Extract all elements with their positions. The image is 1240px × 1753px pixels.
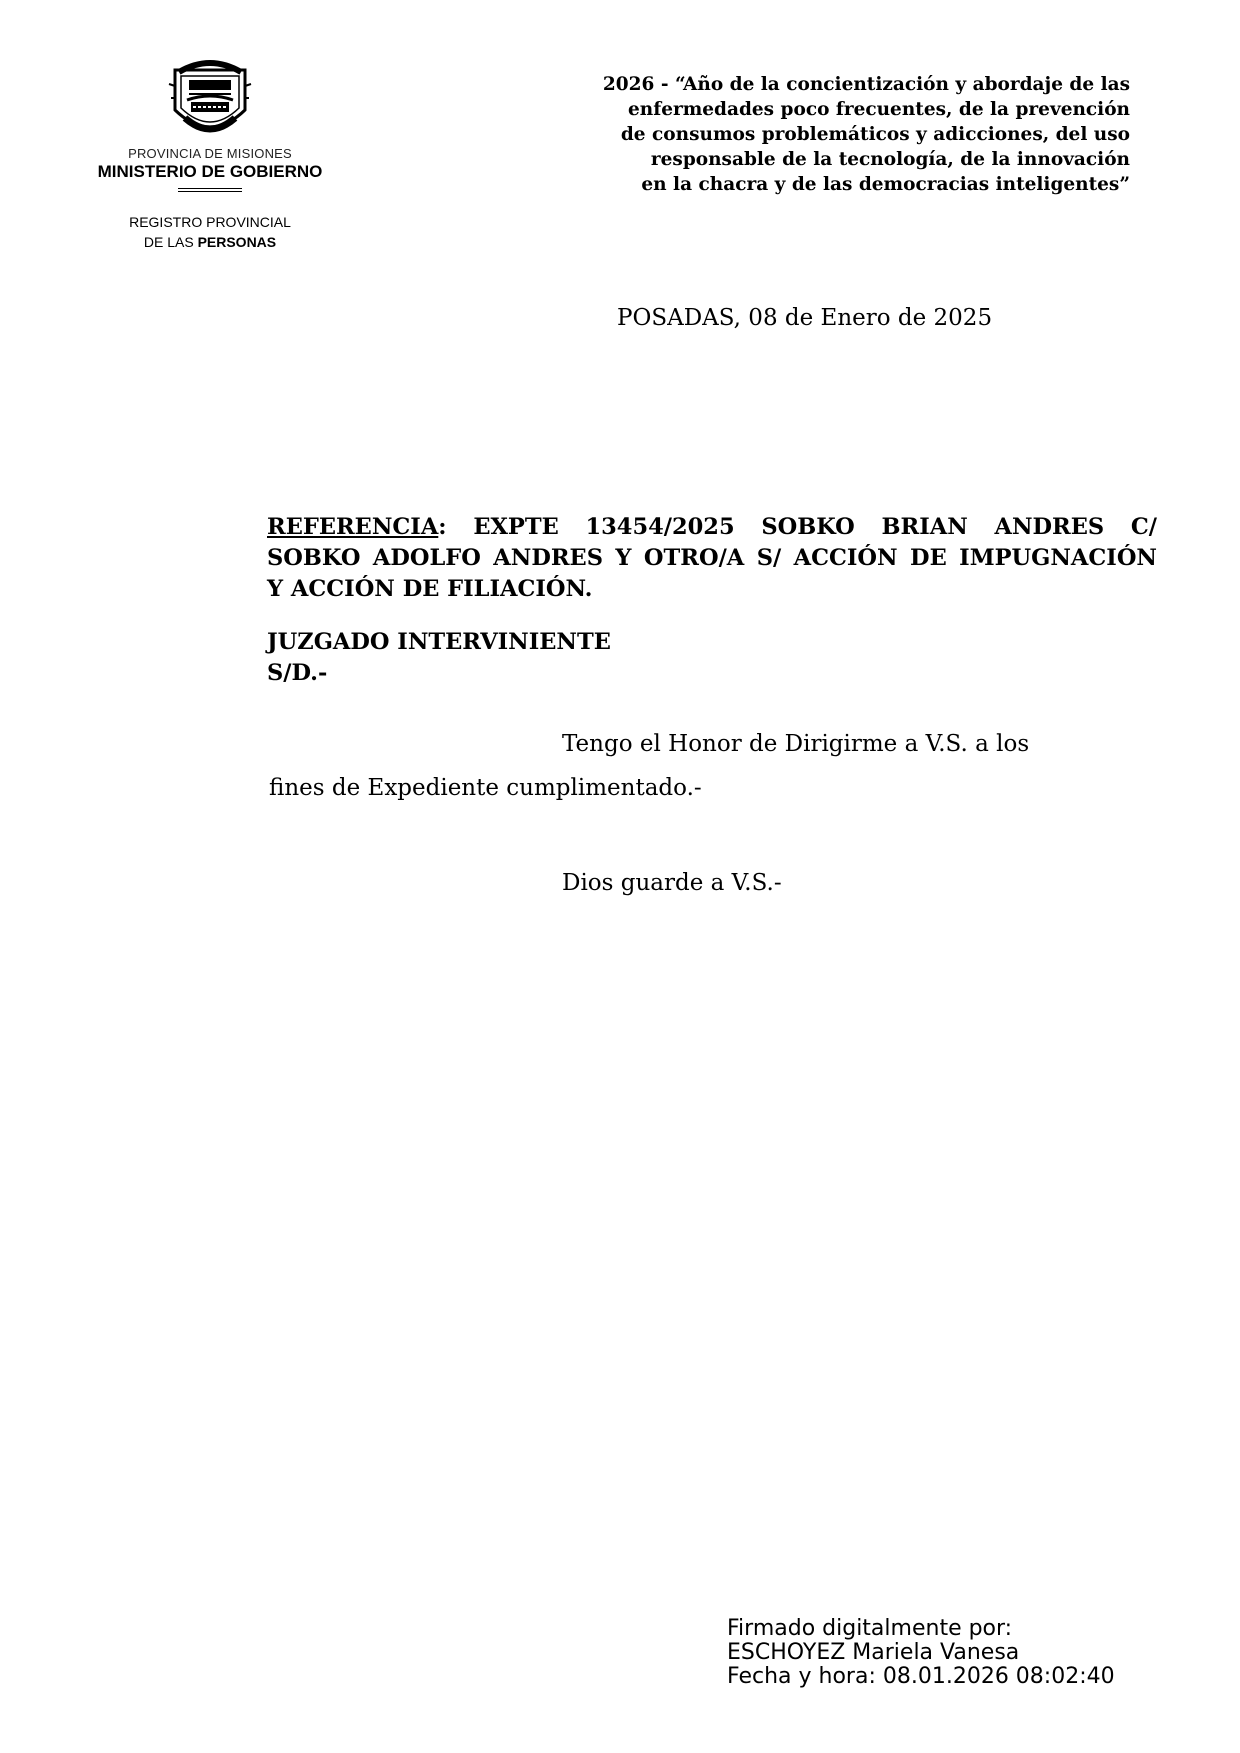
registry-name (80, 212, 340, 252)
motto-line: 2026 - “Año de la concientización y abordaje de las (602, 74, 1130, 95)
place-and-date: POSADAS, 08 de Enero de 2025 (617, 305, 993, 331)
reference-text-1: : EXPTE 13454/2025 SOBKO BRIAN ANDRES C/ (438, 514, 1157, 540)
reference-line-1 (267, 512, 1157, 543)
closing-line: Dios guarde a V.S.- (562, 870, 782, 896)
signature-line-3: Fecha y hora: 08.01.2026 08:02:40 (727, 1664, 1115, 1689)
body-line-2: fines de Expediente cumplimentado.- (269, 775, 702, 801)
motto-line: de consumos problemáticos y adicciones, del uso (620, 124, 1130, 145)
registry-line-2 (80, 232, 340, 252)
reference-line-2: SOBKO ADOLFO ANDRES Y OTRO/A S/ ACCIÓN DE IMPUGNACIÓN (267, 545, 1157, 571)
letterhead-logo-block (80, 58, 340, 252)
reference-block (267, 512, 1157, 605)
motto-line: en la chacra y de las democracias inteligentes” (641, 174, 1130, 195)
digital-signature-stamp (727, 1617, 1115, 1689)
provincial-seal-icon (165, 58, 255, 142)
registry-line-1: REGISTRO PROVINCIAL (129, 214, 291, 230)
province-name: PROVINCIA DE MISIONES (128, 146, 292, 161)
reference-line-3: Y ACCIÓN DE FILIACIÓN. (267, 576, 593, 602)
signature-line-2: ESCHOYEZ Mariela Vanesa (727, 1640, 1020, 1665)
registry-line-2-prefix: DE LAS (143, 234, 198, 250)
motto-line: responsable de la tecnología, de la innovación (650, 149, 1130, 170)
ministry-underline (178, 188, 242, 192)
reference-label: REFERENCIA (267, 514, 439, 540)
registry-line-2-bold: PERSONAS (197, 234, 277, 250)
signature-line-1: Firmado digitalmente por: (727, 1616, 1013, 1641)
ministry-name: MINISTERIO DE GOBIERNO (97, 162, 323, 181)
year-motto (540, 72, 1130, 197)
body-line-1: Tengo el Honor de Dirigirme a V.S. a los (562, 731, 1030, 757)
recipient-block (267, 627, 611, 689)
recipient-line-2: S/D.- (267, 660, 328, 686)
recipient-line-1: JUZGADO INTERVINIENTE (267, 629, 611, 655)
motto-line: enfermedades poco frecuentes, de la prevención (628, 99, 1130, 120)
